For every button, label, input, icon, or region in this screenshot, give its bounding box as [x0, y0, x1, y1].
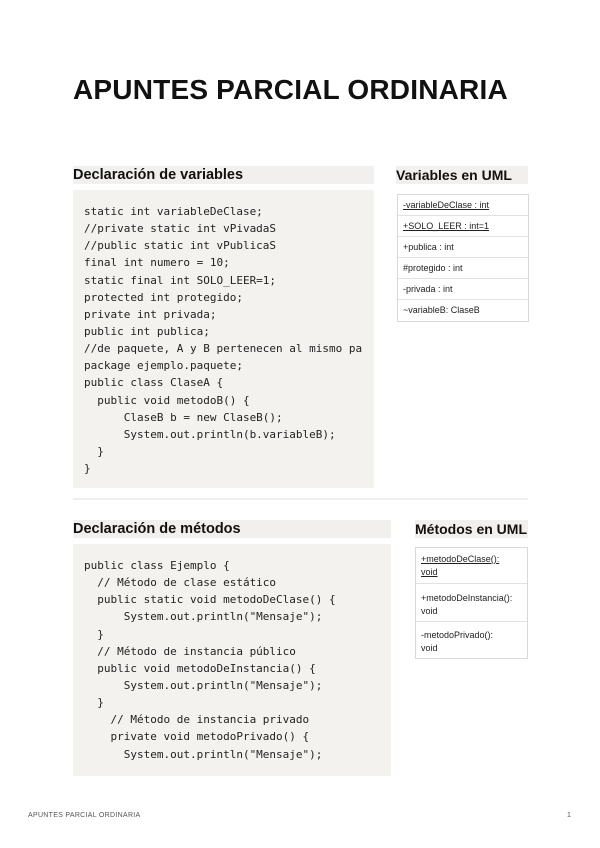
code-line: System.out.println(b.variableB); [84, 427, 336, 441]
code-line: //de paquete, A y B pertenecen al mismo pa [84, 342, 363, 356]
code-line: System.out.println("Mensaje"); [84, 747, 323, 761]
uml-method-return: void [421, 643, 438, 653]
variables-heading: Declaración de variables [73, 166, 374, 184]
code-line: public void metodoB() { [84, 393, 250, 407]
uml-method-name: +metodoDeClase(): [421, 554, 500, 564]
code-line: public void metodoDeInstancia() { [84, 661, 316, 675]
code-line: package ejemplo.paquete; [84, 359, 243, 373]
code-line: public class ClaseA { [84, 376, 224, 390]
code-line: //private static int vPivadaS [84, 222, 277, 236]
code-line: private int privada; [84, 307, 217, 321]
code-line: // Método de instancia público [84, 644, 296, 658]
variables-code-block [73, 190, 374, 488]
code-line: private void metodoPrivado() { [84, 730, 310, 744]
methods-uml-box [415, 547, 528, 659]
uml-method-name: -metodoPrivado(): [421, 630, 494, 640]
code-line: System.out.println("Mensaje"); [84, 678, 323, 692]
uml-method-return: void [421, 567, 438, 577]
code-line: } [84, 696, 104, 710]
page-title: APUNTES PARCIAL ORDINARIA [73, 74, 508, 105]
methods-heading: Declaración de métodos [73, 520, 391, 538]
uml-row: -privada : int [398, 279, 528, 300]
page-number: 1 [567, 812, 572, 819]
code-line: //public static int vPublicaS [84, 239, 277, 253]
uml-row: +publica : int [398, 237, 528, 258]
code-line: static final int SOLO_LEER=1; [84, 273, 277, 287]
uml-method-name: +metodoDeInstancia(): [421, 593, 513, 603]
code-line: public static void metodoDeClase() { [84, 593, 336, 607]
uml-row: #protegido : int [398, 258, 528, 279]
code-line: static int variableDeClase; [84, 205, 263, 218]
code-line: ClaseB b = new ClaseB(); [84, 410, 283, 424]
footer-title: APUNTES PARCIAL ORDINARIA [28, 812, 141, 819]
code-line: final int numero = 10; [84, 256, 230, 270]
code-line: // Método de clase estático [84, 576, 277, 590]
code-line: public class Ejemplo { [84, 559, 230, 572]
code-line: public int publica; [84, 324, 210, 338]
uml-row: ~variableB: ClaseB [403, 305, 480, 315]
uml-row: -variableDeClase : int [398, 195, 528, 216]
variables-uml-box [397, 194, 529, 322]
section-divider [73, 498, 528, 500]
uml-row: +SOLO_LEER : int=1 [398, 216, 528, 237]
uml-method-return: void [421, 606, 438, 616]
uml-method-row [416, 584, 527, 622]
variables-uml-heading: Variables en UML [396, 166, 528, 184]
code-line: } [84, 444, 104, 458]
code-line: } [84, 627, 104, 641]
code-line: protected int protegido; [84, 290, 243, 304]
code-line: // Método de instancia privado [84, 713, 310, 727]
code-line: System.out.println("Mensaje"); [84, 610, 323, 624]
uml-method-row [416, 622, 527, 658]
methods-code-block [73, 544, 391, 776]
code-line: } [84, 462, 91, 476]
methods-uml-heading: Métodos en UML [415, 521, 527, 537]
uml-method-row [416, 548, 527, 584]
